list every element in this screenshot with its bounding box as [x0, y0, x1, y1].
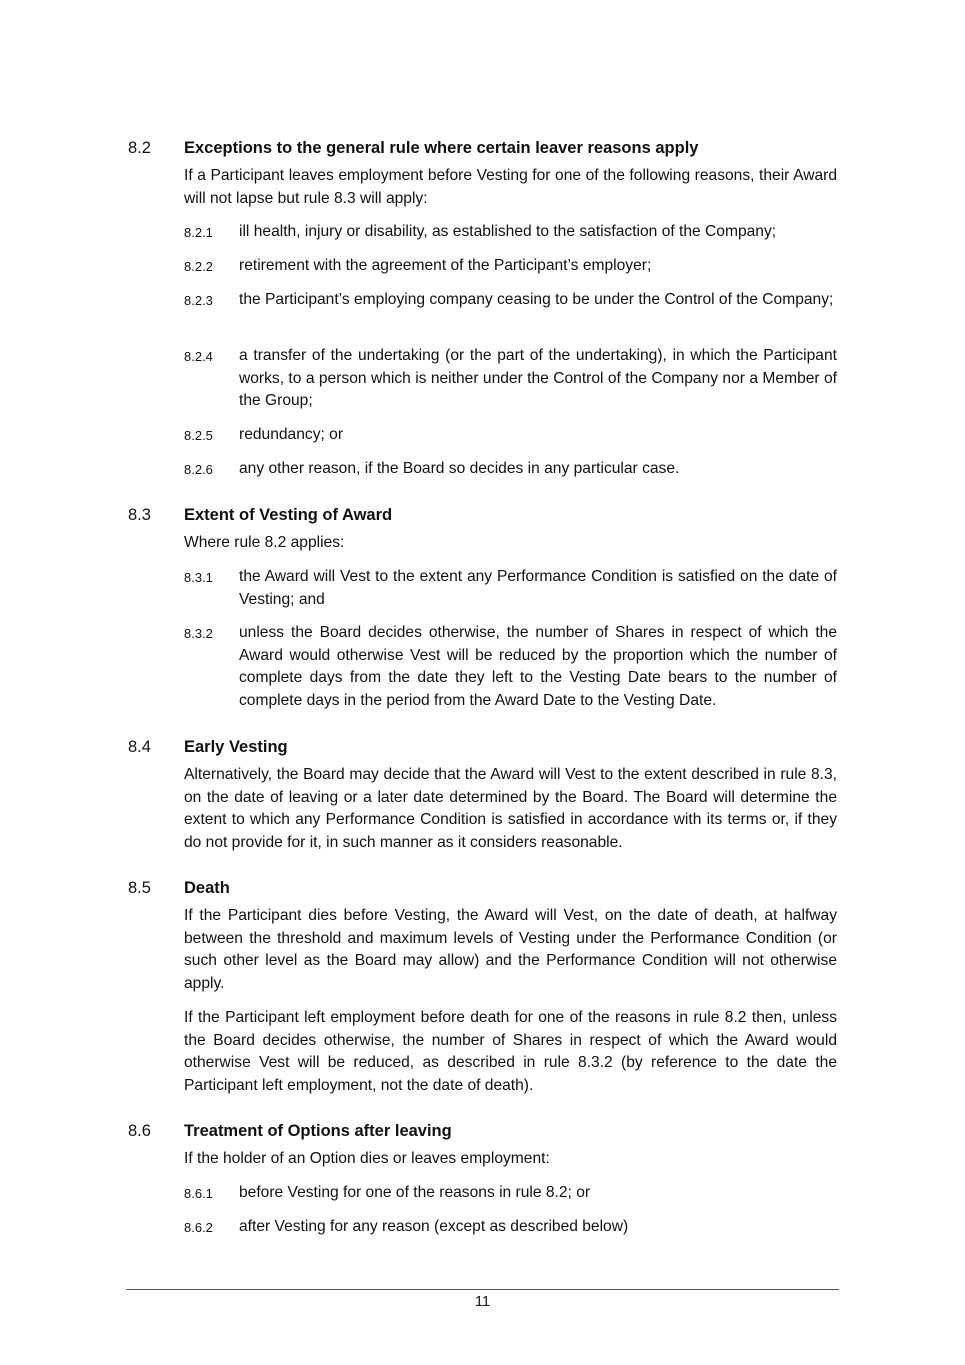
item-number: 8.6.2: [184, 1220, 213, 1235]
section-title: Treatment of Options after leaving: [184, 1122, 452, 1140]
section-number: 8.5: [128, 879, 151, 897]
section-paragraph: Where rule 8.2 applies:: [184, 534, 345, 551]
section-number: 8.2: [128, 139, 151, 157]
item-number: 8.6.1: [184, 1186, 213, 1201]
item-number: 8.2.2: [184, 259, 213, 274]
section-title: Early Vesting: [184, 738, 288, 756]
item-number: 8.3.1: [184, 570, 213, 585]
item-number: 8.2.6: [184, 462, 213, 477]
section-number: 8.4: [128, 738, 151, 756]
item-text: ill health, injury or disability, as established to the satisfaction of the Company;: [239, 223, 777, 240]
section-paragraph: Alternatively, the Board may decide that the Award will Vest to the extent described in rule 8.3, on the date of leaving or a later date determined by the Board. The Board will determine the extent to which any Performance Condition is satisfied in accordance with its terms or, if they do not provide for it, in such manner as it considers reasonable.: [184, 766, 837, 851]
item-number: 8.2.1: [184, 225, 213, 240]
section-number: 8.3: [128, 506, 151, 524]
section-title: Extent of Vesting of Award: [184, 506, 393, 524]
section-paragraph: If the holder of an Option dies or leaves employment:: [184, 1150, 550, 1167]
footer-divider: [126, 1289, 839, 1290]
item-text: any other reason, if the Board so decides in any particular case.: [239, 460, 680, 477]
item-text: retirement with the agreement of the Participant’s employer;: [239, 257, 652, 274]
section-title: Exceptions to the general rule where certain leaver reasons apply: [184, 139, 699, 157]
item-text: unless the Board decides otherwise, the number of Shares in respect of which the Award would otherwise Vest will be reduced by the proportion which the number of complete days from the date they left to the Vesting Date bears to the number of complete days in the period from the Award Date to the Vesting Date.: [239, 624, 837, 709]
item-number: 8.2.5: [184, 428, 213, 443]
section-number: 8.6: [128, 1122, 151, 1140]
item-text: the Participant’s employing company ceasing to be under the Control of the Company;: [239, 291, 834, 308]
section-paragraph: If the Participant dies before Vesting, the Award will Vest, on the date of death, at halfway between the threshold and maximum levels of Vesting under the Performance Condition (or such other level as the Board may allow) and the Performance Condition will not otherwise apply.: [184, 907, 837, 992]
item-number: 8.2.4: [184, 349, 213, 364]
item-number: 8.2.3: [184, 293, 213, 308]
item-text: the Award will Vest to the extent any Performance Condition is satisfied on the date of Vesting; and: [239, 568, 837, 608]
section-title: Death: [184, 879, 230, 897]
item-text: after Vesting for any reason (except as described below): [239, 1218, 629, 1235]
page-number: 11: [474, 1294, 491, 1310]
item-text: before Vesting for one of the reasons in rule 8.2; or: [239, 1184, 591, 1201]
item-text: a transfer of the undertaking (or the part of the undertaking), in which the Participant works, to a person which is neither under the Control of the Company nor a Member of the Group;: [239, 347, 837, 410]
item-text: redundancy; or: [239, 426, 344, 443]
section-paragraph: If the Participant left employment before death for one of the reasons in rule 8.2 then, unless the Board decides otherwise, the number of Shares in respect of which the Award would otherwise Vest will be reduced, as described in rule 8.3.2 (by reference to the date the Participant left employment, not the date of death).: [184, 1009, 837, 1094]
section-paragraph: If a Participant leaves employment before Vesting for one of the following reasons, their Award will not lapse but rule 8.3 will apply:: [184, 167, 837, 207]
item-number: 8.3.2: [184, 626, 213, 641]
